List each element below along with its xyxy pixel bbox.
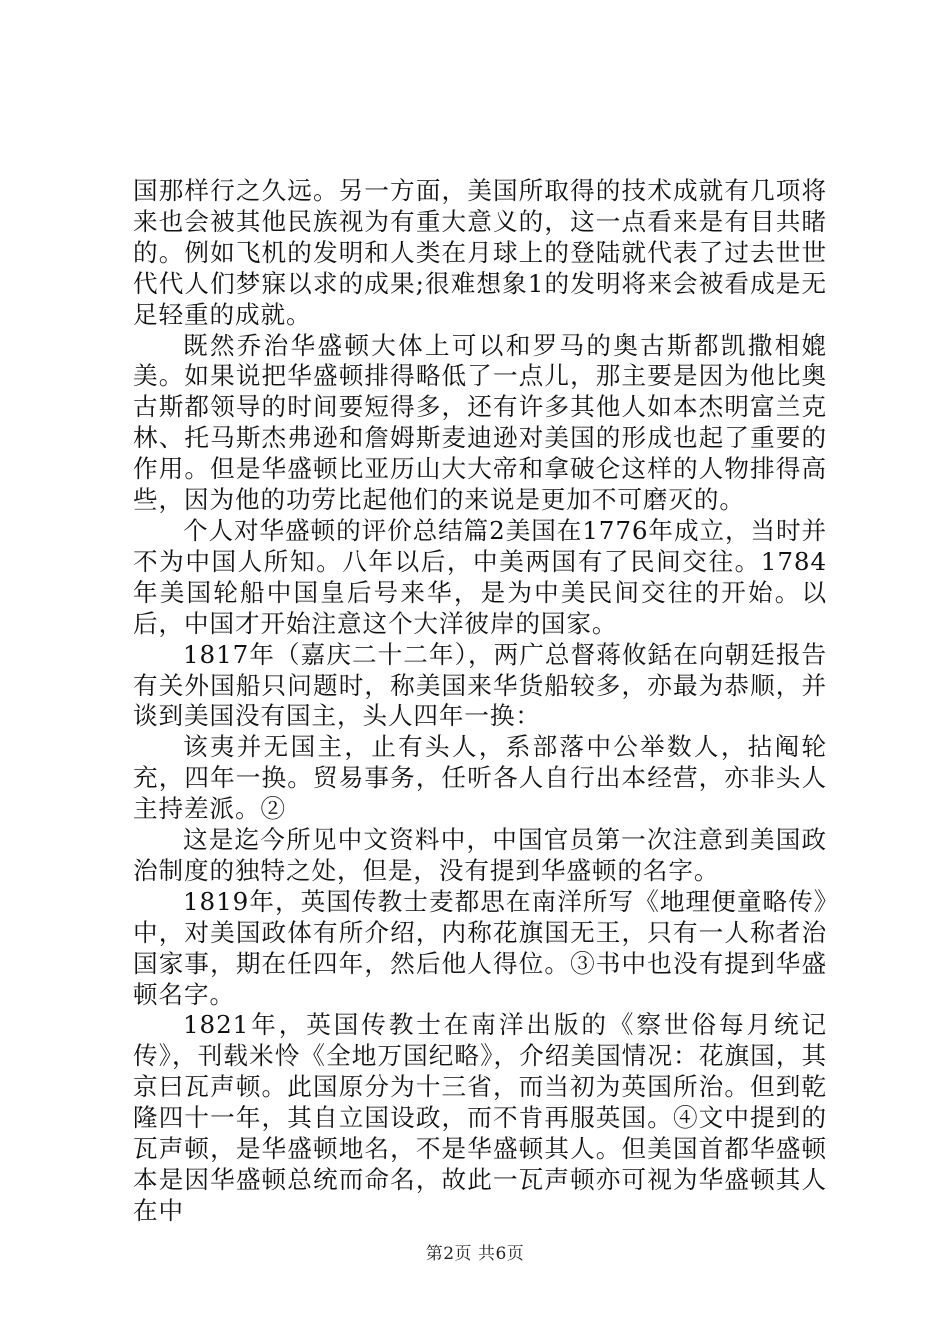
paragraph-5-quote: 该夷并无国主，止有头人，系部落中公举数人，拈阄轮充，四年一换。贸易事务，任听各人自行出本经营，亦非头人主持差派。② [133, 732, 827, 824]
paragraph-3: 个人对华盛顿的评价总结篇2美国在1776年成立，当时并不为中国人所知。八年以后，中美两国有了民间交往。1784年美国轮船中国皇后号来华，是为中美民间交往的开始。以后，中国才开始注意这个大洋彼岸的国家。 [133, 515, 827, 638]
paragraph-4: 1817年（嘉庆二十二年），两广总督蒋攸銛在向朝廷报告有关外国船只问题时，称美国来华货船较多，亦最为恭顺，并谈到美国没有国主，头人四年一换： [133, 639, 827, 731]
paragraph-6: 这是迄今所见中文资料中，中国官员第一次注意到美国政治制度的独特之处，但是，没有提到华盛顿的名字。 [133, 825, 827, 885]
body-text [133, 176, 827, 1227]
paragraph-8: 1821年，英国传教士在南洋出版的《察世俗每月统记传》，刊载米怜《全地万国纪略》，介绍美国情况：花旗国，其京曰瓦声顿。此国原分为十三省，而当初为英国所治。但到乾隆四十一年，其自立国设政，而不肯再服英国。④文中提到的瓦声顿，是华盛顿地名，不是华盛顿其人。但美国首都华盛顿本是因华盛顿总统而命名，故此一瓦声顿亦可视为华盛顿其人在中 [133, 1010, 827, 1225]
paragraph-1: 国那样行之久远。另一方面，美国所取得的技术成就有几项将来也会被其他民族视为有重大意义的，这一点看来是有目共睹的。例如飞机的发明和人类在月球上的登陆就代表了过去世世代代人们梦寐以求的成果;很难想象1的发明将来会被看成是无足轻重的成就。 [133, 176, 827, 329]
paragraph-2: 既然乔治华盛顿大体上可以和罗马的奥古斯都凯撒相媲美。如果说把华盛顿排得略低了一点儿，那主要是因为他比奥古斯都领导的时间要短得多，还有许多其他人如本杰明富兰克林、托马斯杰弗逊和詹姆斯麦迪逊对美国的形成也起了重要的作用。但是华盛顿比亚历山大大帝和拿破仑这样的人物排得高些，因为他的功劳比起他们的来说是更加不可磨灭的。 [133, 330, 827, 515]
page-footer: 第2页 共6页 [425, 1244, 525, 1264]
paragraph-7: 1819年，英国传教士麦都思在南洋所写《地理便童略传》中，对美国政体有所介绍，内称花旗国无王，只有一人称者治国家事，期在任四年，然后他人得位。③书中也没有提到华盛顿名字。 [133, 886, 827, 1009]
